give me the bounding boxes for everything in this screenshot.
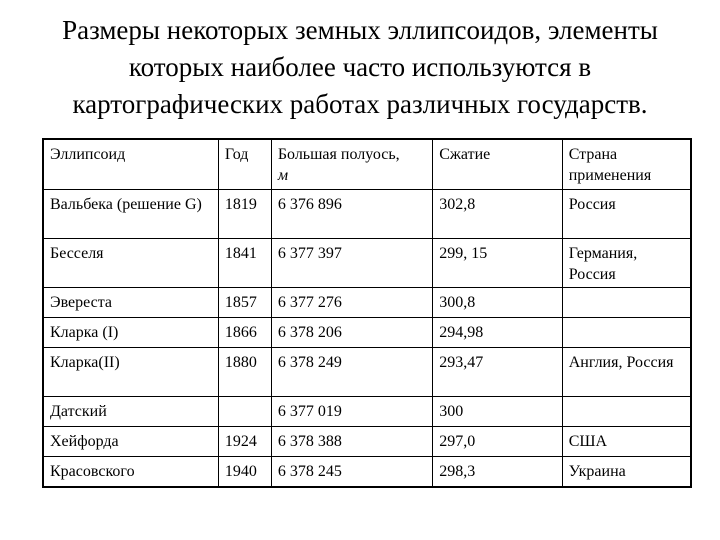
cell-semi-axis: 6 377 397 bbox=[271, 239, 432, 288]
header-country: Страна применения bbox=[562, 139, 691, 190]
cell-year: 1924 bbox=[218, 427, 271, 457]
table-header-row bbox=[43, 139, 691, 190]
table-row bbox=[43, 318, 691, 348]
cell-flattening: 293,47 bbox=[433, 348, 563, 397]
cell-year: 1866 bbox=[218, 318, 271, 348]
header-year: Год bbox=[218, 139, 271, 190]
cell-year: 1857 bbox=[218, 288, 271, 318]
cell-year: 1819 bbox=[218, 190, 271, 239]
table-row bbox=[43, 239, 691, 288]
table-row bbox=[43, 427, 691, 457]
cell-country: США bbox=[562, 427, 691, 457]
cell-flattening: 302,8 bbox=[433, 190, 563, 239]
cell-ellipsoid: Хейфорда bbox=[43, 427, 218, 457]
header-ellipsoid: Эллипсоид bbox=[43, 139, 218, 190]
cell-year: 1841 bbox=[218, 239, 271, 288]
header-semi-axis-unit: м bbox=[277, 167, 289, 184]
cell-semi-axis: 6 377 019 bbox=[271, 397, 432, 427]
cell-flattening: 299, 15 bbox=[433, 239, 563, 288]
page-title bbox=[20, 12, 700, 123]
header-semi-axis bbox=[271, 139, 432, 190]
cell-ellipsoid: Красовского bbox=[43, 457, 218, 488]
cell-flattening: 298,3 bbox=[433, 457, 563, 488]
header-flattening: Сжатие bbox=[433, 139, 563, 190]
ellipsoid-table bbox=[42, 138, 692, 488]
cell-country bbox=[562, 288, 691, 318]
title-line: которых наиболее часто используются в bbox=[128, 52, 592, 82]
table-row bbox=[43, 397, 691, 427]
cell-year: 1880 bbox=[218, 348, 271, 397]
cell-flattening: 300,8 bbox=[433, 288, 563, 318]
cell-year bbox=[218, 397, 271, 427]
title-line: Размеры некоторых земных эллипсоидов, элементы bbox=[62, 15, 658, 45]
cell-semi-axis: 6 376 896 bbox=[271, 190, 432, 239]
cell-ellipsoid: Вальбека (решение G) bbox=[43, 190, 218, 239]
cell-ellipsoid: Кларка (I) bbox=[43, 318, 218, 348]
cell-semi-axis: 6 378 245 bbox=[271, 457, 432, 488]
cell-country bbox=[562, 397, 691, 427]
cell-country: Россия bbox=[562, 190, 691, 239]
cell-ellipsoid: Кларка(II) bbox=[43, 348, 218, 397]
cell-ellipsoid: Эвереста bbox=[43, 288, 218, 318]
header-semi-axis-label: Большая полуось, bbox=[277, 146, 400, 163]
cell-flattening: 294,98 bbox=[433, 318, 563, 348]
title-line: картографических работах различных государств. bbox=[72, 89, 648, 119]
table-row bbox=[43, 457, 691, 488]
table-row bbox=[43, 348, 691, 397]
cell-flattening: 297,0 bbox=[433, 427, 563, 457]
cell-semi-axis: 6 378 249 bbox=[271, 348, 432, 397]
table-row bbox=[43, 190, 691, 239]
cell-semi-axis: 6 377 276 bbox=[271, 288, 432, 318]
cell-year: 1940 bbox=[218, 457, 271, 488]
cell-country: Германия, Россия bbox=[562, 239, 691, 288]
cell-ellipsoid: Датский bbox=[43, 397, 218, 427]
cell-country bbox=[562, 318, 691, 348]
cell-flattening: 300 bbox=[433, 397, 563, 427]
cell-semi-axis: 6 378 206 bbox=[271, 318, 432, 348]
cell-semi-axis: 6 378 388 bbox=[271, 427, 432, 457]
cell-ellipsoid: Бесселя bbox=[43, 239, 218, 288]
table-row bbox=[43, 288, 691, 318]
cell-country: Англия, Россия bbox=[562, 348, 691, 397]
cell-country: Украина bbox=[562, 457, 691, 488]
